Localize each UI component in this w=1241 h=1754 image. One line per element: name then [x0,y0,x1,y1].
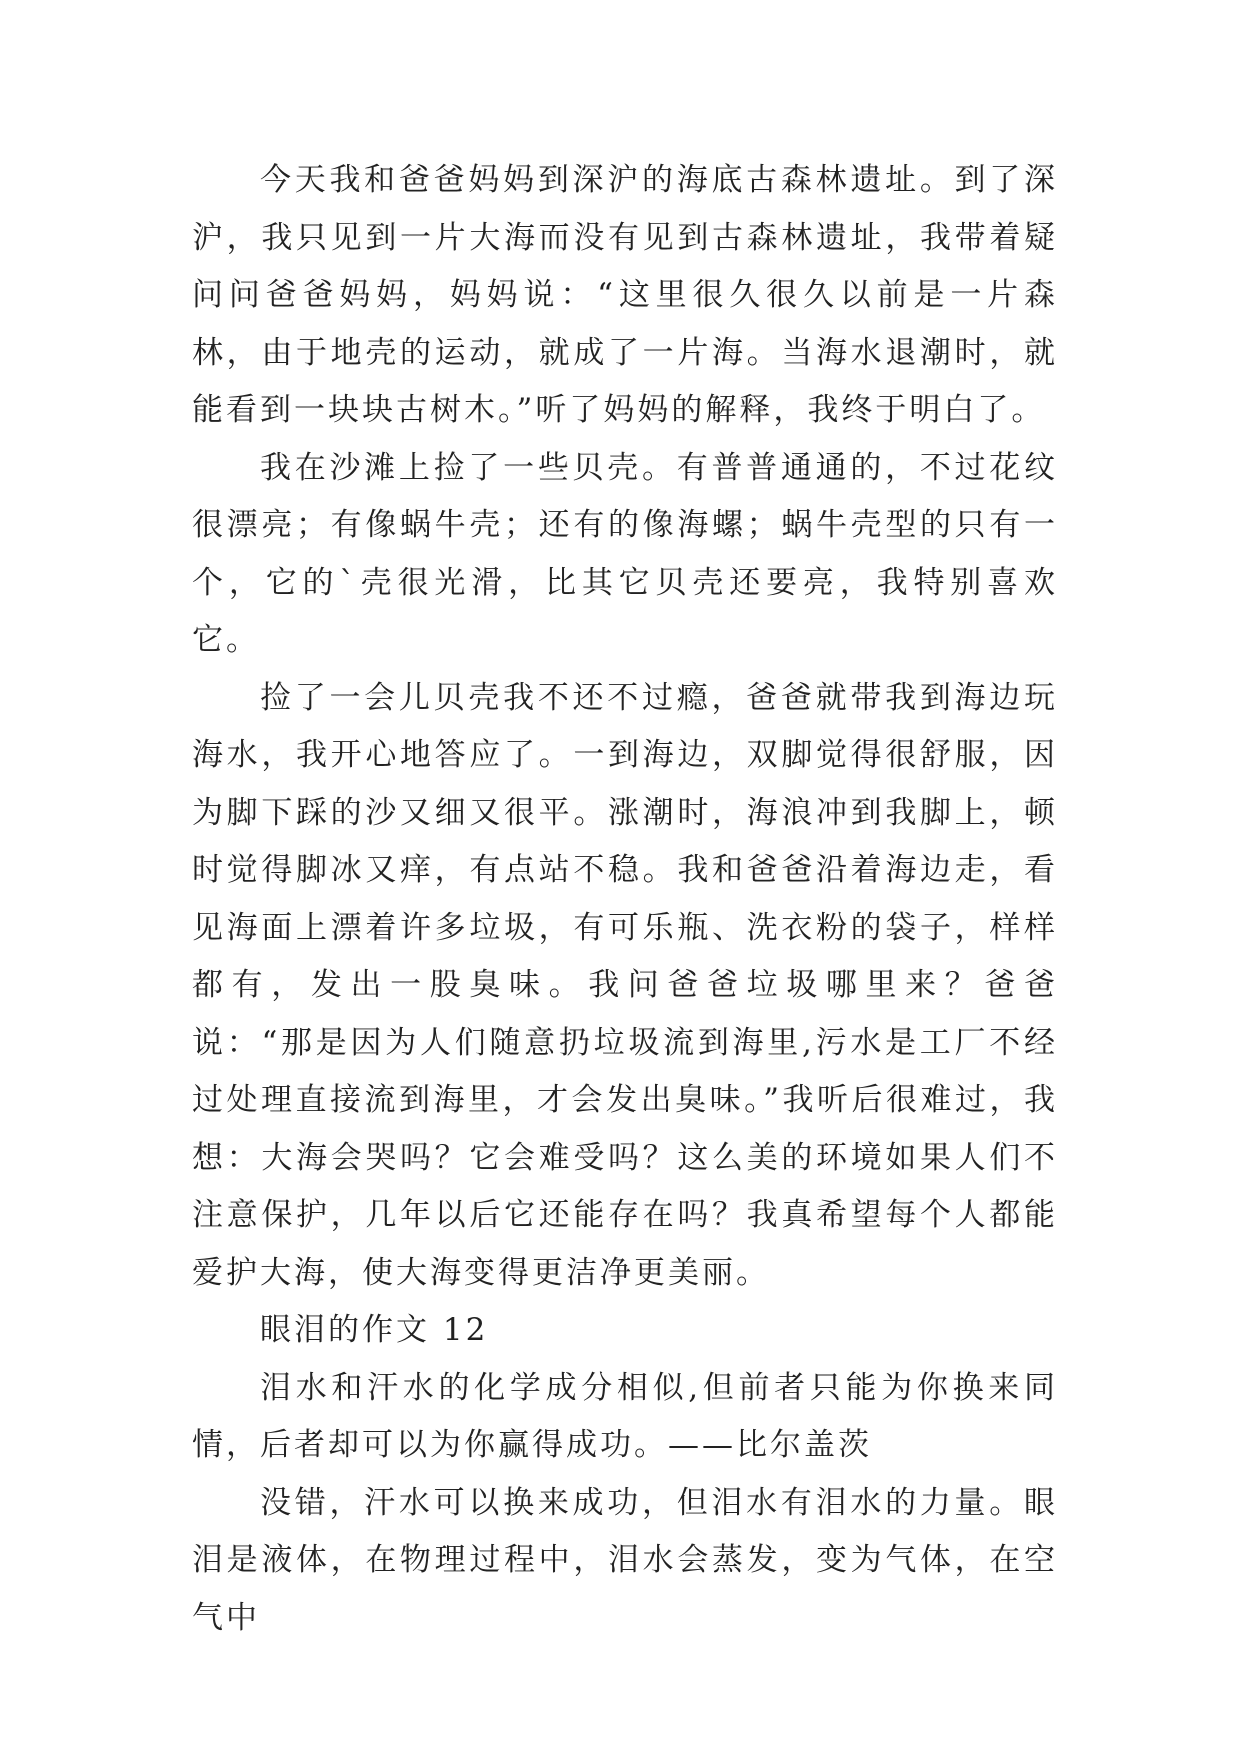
section-heading: 眼泪的作文 12 [260,1312,489,1348]
paragraph-seaside: 捡了一会儿贝壳我不还不过瘾，爸爸就带我到海边玩海水，我开心地答应了。一到海边，双脚觉得很舒服，因为脚下踩的沙又细又很平。涨潮时，海浪冲到我脚上，顿时觉得脚冰又痒，有点站不稳。我和爸爸沿着海边走，看见海面上漂着许多垃圾，有可乐瓶、洗衣粉的袋子，样样都有，发出一股臭味。我问爸爸垃圾哪里来？爸爸说：“那是因为人们随意扔垃圾流到海里,污水是工厂不经过处理直接流到海里，才会发出臭味。”我听后很难过，我想：大海会哭吗？它会难受吗？这么美的环境如果人们不注意保护，几年以后它还能存在吗？我真希望每个人都能爱护大海，使大海变得更洁净更美丽。 [192,679,1058,1291]
paragraph-shells: 我在沙滩上捡了一些贝壳。有普普通通的，不过花纹很漂亮；有像蜗牛壳；还有的像海螺；蜗牛壳型的只有一个，它的`壳很光滑，比其它贝壳还要亮，我特别喜欢它。 [192,449,1058,658]
document-body [192,152,1058,1647]
paragraph-tears: 没错，汗水可以换来成功，但泪水有泪水的力量。眼泪是液体，在物理过程中，泪水会蒸发，变为气体，在空气中 [192,1484,1058,1636]
paragraph-visit-forest: 今天我和爸爸妈妈到深沪的海底古森林遗址。到了深沪，我只见到一片大海而没有见到古森林遗址，我带着疑问问爸爸妈妈，妈妈说：“这里很久很久以前是一片森林，由于地壳的运动，就成了一片海。当海水退潮时，就能看到一块块古树木。”听了妈妈的解释，我终于明白了。 [192,162,1058,428]
paragraph-quote: 泪水和汗水的化学成分相似,但前者只能为你换来同情，后者却可以为你赢得成功。——比尔盖茨 [192,1369,1058,1463]
